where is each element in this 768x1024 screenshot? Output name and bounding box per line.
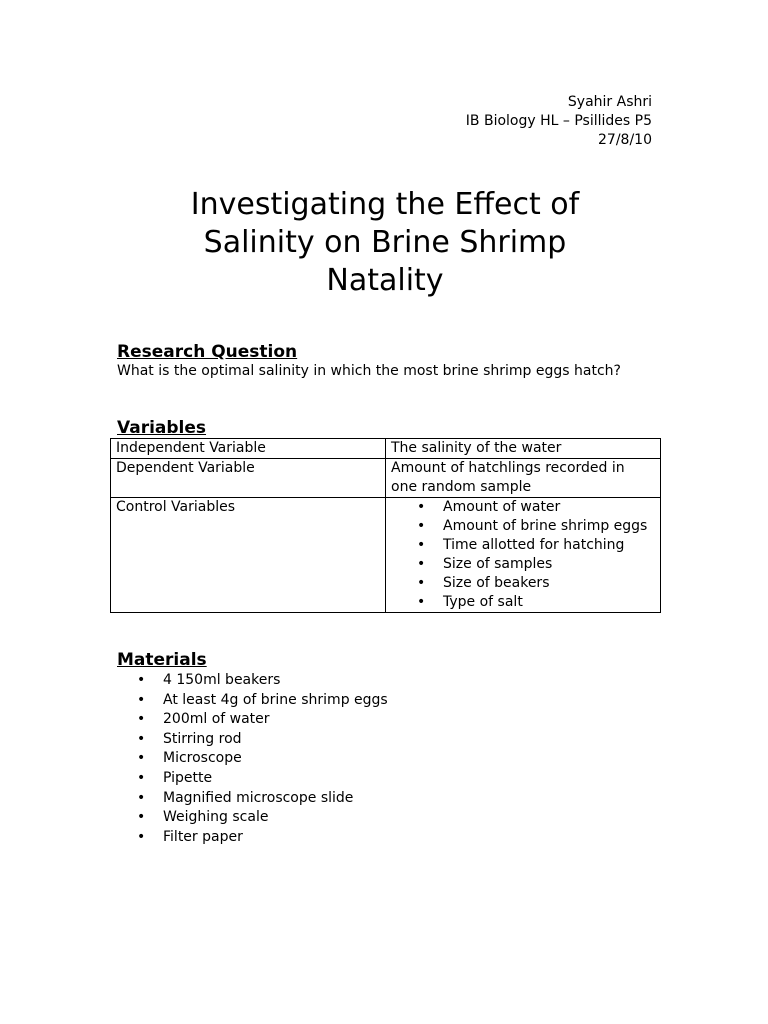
document-title (110, 186, 660, 300)
variable-value-cell: The salinity of the water (386, 439, 661, 459)
research-question-heading: Research Question (117, 342, 298, 362)
list-item: • Size of beakers (417, 574, 655, 593)
list-item: • 200ml of water (137, 710, 388, 730)
list-item: • Weighing scale (137, 808, 388, 828)
title-line: Investigating the Effect of (190, 187, 580, 222)
list-item: • Amount of brine shrimp eggs (417, 517, 655, 536)
list-item: • Microscope (137, 749, 388, 769)
list-item: • Time allotted for hatching (417, 536, 655, 555)
table-row (111, 498, 661, 613)
variables-heading: Variables (117, 418, 207, 438)
list-item: • Size of samples (417, 555, 655, 574)
variable-label-cell: Control Variables (111, 498, 386, 613)
research-question-text: What is the optimal salinity in which the most brine shrimp eggs hatch? (117, 363, 621, 379)
list-item: • 4 150ml beakers (137, 671, 388, 691)
list-item: • Type of salt (417, 593, 655, 612)
table-row (111, 439, 661, 459)
list-item: • Filter paper (137, 828, 388, 848)
variables-table (110, 438, 661, 613)
list-item: • At least 4g of brine shrimp eggs (137, 691, 388, 711)
list-item: • Amount of water (417, 498, 655, 517)
variable-value-cell (386, 498, 661, 613)
author-header (466, 93, 652, 150)
variable-value-cell: Amount of hatchlings recorded in one random sample (386, 459, 661, 498)
variable-label-cell: Independent Variable (111, 439, 386, 459)
variable-label-cell: Dependent Variable (111, 459, 386, 498)
course-name: IB Biology HL – Psillides P5 (465, 113, 652, 129)
materials-list (137, 671, 388, 847)
title-line: Salinity on Brine Shrimp (203, 225, 567, 260)
list-item: • Magnified microscope slide (137, 789, 388, 809)
table-row (111, 459, 661, 498)
list-item: • Stirring rod (137, 730, 388, 750)
list-item: • Pipette (137, 769, 388, 789)
title-line: Natality (326, 263, 444, 298)
control-variables-list (391, 498, 655, 612)
author-name: Syahir Ashri (567, 94, 652, 110)
materials-heading: Materials (117, 650, 207, 670)
document-date: 27/8/10 (598, 132, 652, 148)
